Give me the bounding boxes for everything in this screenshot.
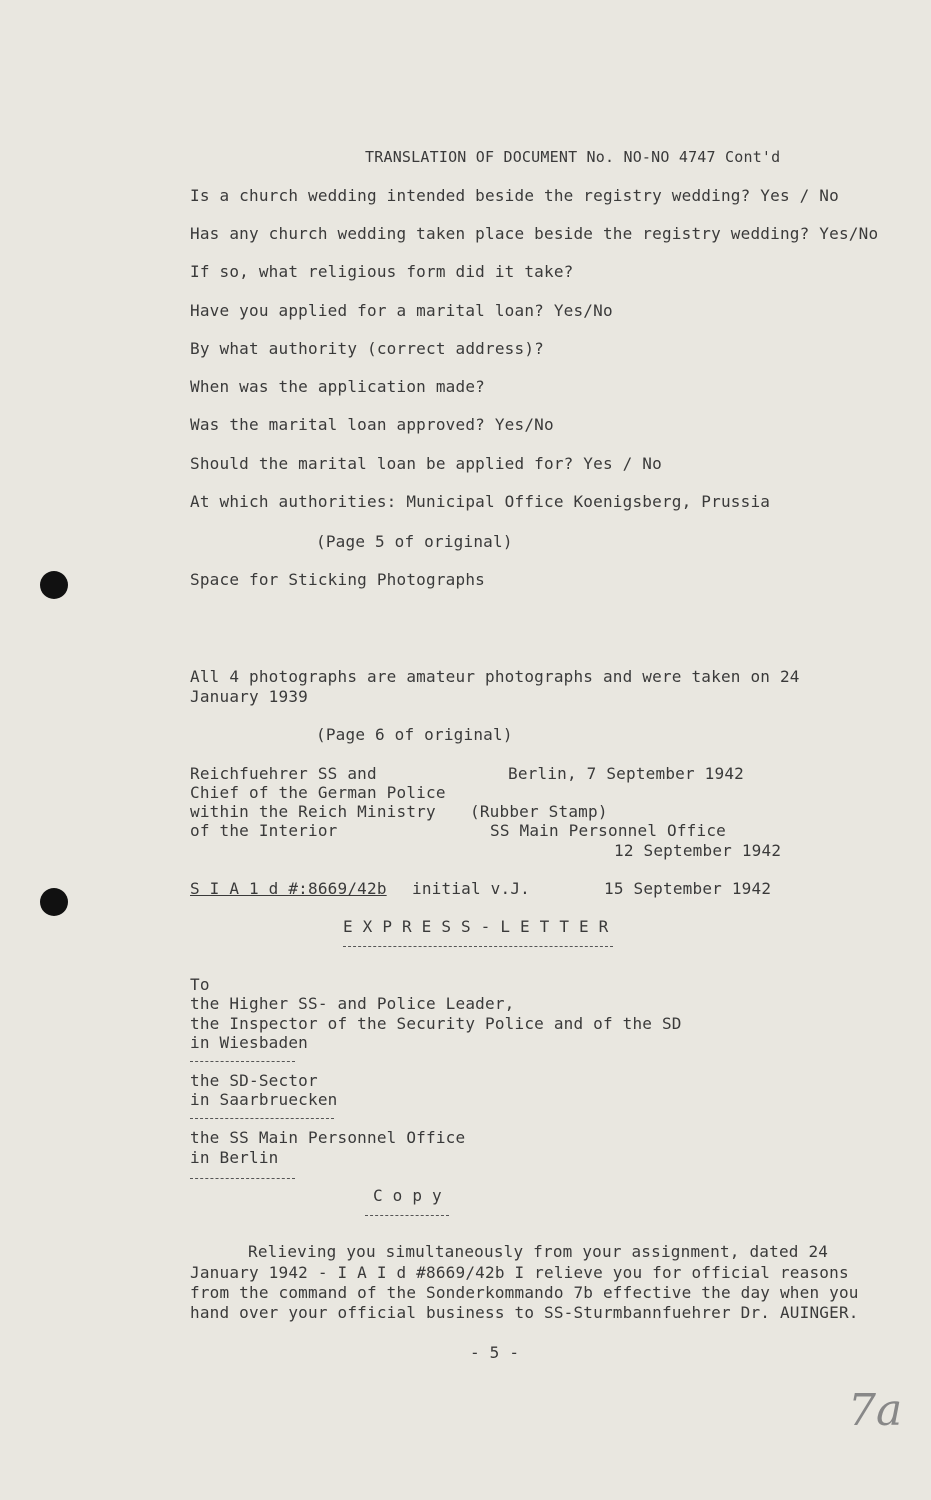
- divider: [190, 1118, 334, 1119]
- recipient-line: in Saarbruecken: [190, 1090, 338, 1109]
- question-line: By what authority (correct address)?: [190, 339, 544, 358]
- stamp-date: 12 September 1942: [614, 841, 782, 860]
- recipient-line: the Higher SS- and Police Leader,: [190, 994, 515, 1013]
- divider: [343, 946, 613, 947]
- punch-hole: [40, 888, 68, 916]
- page-reference: (Page 5 of original): [316, 532, 513, 551]
- question-line: When was the application made?: [190, 377, 485, 396]
- page-reference: (Page 6 of original): [316, 725, 513, 744]
- body-line: Relieving you simultaneously from your assignment, dated 24: [248, 1242, 829, 1261]
- sender-line: Chief of the German Police: [190, 783, 446, 802]
- divider: [190, 1061, 295, 1062]
- recipient-line: the SD-Sector: [190, 1071, 318, 1090]
- sender-line: of the Interior: [190, 821, 338, 840]
- divider: [365, 1215, 449, 1216]
- photos-note: January 1939: [190, 687, 308, 706]
- question-line: If so, what religious form did it take?: [190, 262, 574, 281]
- sender-line: Reichfuehrer SS and: [190, 764, 377, 783]
- photos-note: All 4 photographs are amateur photographs and were taken on 24: [190, 667, 800, 686]
- body-line: January 1942 - I A I d #8669/42b I relieve you for official reasons: [190, 1263, 849, 1282]
- sender-line: within the Reich Ministry: [190, 802, 436, 821]
- recipient-line: the SS Main Personnel Office: [190, 1128, 466, 1147]
- recipient-line: in Wiesbaden: [190, 1033, 308, 1052]
- reference-code: S I A 1 d #:8669/42b: [190, 879, 387, 898]
- recipient-line: in Berlin: [190, 1148, 279, 1167]
- stamp-line: SS Main Personnel Office: [490, 821, 726, 840]
- recipient-line: the Inspector of the Security Police and of the SD: [190, 1014, 682, 1033]
- page-number: - 5 -: [470, 1343, 520, 1362]
- body-line: from the command of the Sonderkommando 7b effective the day when you: [190, 1283, 859, 1302]
- initial-note: initial v.J.: [412, 879, 530, 898]
- photos-label: Space for Sticking Photographs: [190, 570, 485, 589]
- handwritten-page-mark: 7a: [848, 1385, 903, 1436]
- question-line: At which authorities: Municipal Office Koenigsberg, Prussia: [190, 492, 771, 511]
- stamp-line: (Rubber Stamp): [470, 802, 608, 821]
- question-line: Is a church wedding intended beside the registry wedding? Yes / No: [190, 186, 839, 205]
- document-header: TRANSLATION OF DOCUMENT No. NO-NO 4747 Cont'd: [365, 148, 781, 166]
- question-line: Was the marital loan approved? Yes/No: [190, 415, 554, 434]
- copy-heading: C o p y: [373, 1186, 442, 1205]
- reference-date: 15 September 1942: [604, 879, 772, 898]
- question-line: Have you applied for a marital loan? Yes/No: [190, 301, 613, 320]
- place-date: Berlin, 7 September 1942: [508, 764, 744, 783]
- divider: [190, 1178, 295, 1179]
- question-line: Has any church wedding taken place beside the registry wedding? Yes/No: [190, 224, 879, 243]
- to-label: To: [190, 975, 210, 994]
- express-letter-heading: E X P R E S S - L E T T E R: [343, 917, 609, 936]
- question-line: Should the marital loan be applied for? Yes / No: [190, 454, 662, 473]
- punch-hole: [40, 571, 68, 599]
- body-line: hand over your official business to SS-Sturmbannfuehrer Dr. AUINGER.: [190, 1303, 859, 1322]
